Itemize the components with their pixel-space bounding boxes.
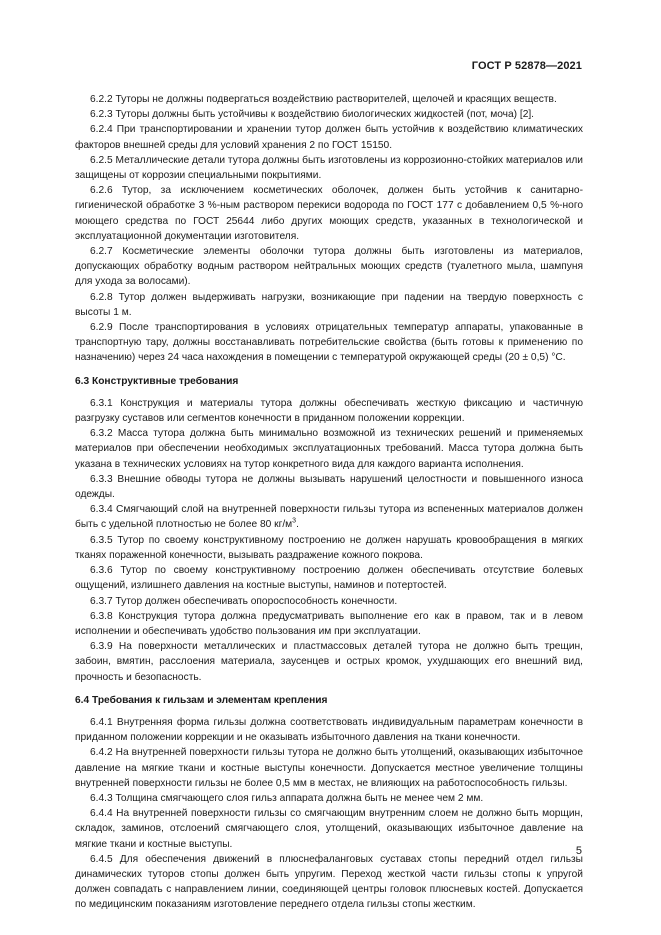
paragraph-6-4-3: 6.4.3 Толщина смягчающего слоя гильз аппарата должна быть не менее чем 2 мм. [90, 792, 484, 804]
paragraph-6-2-4: 6.2.4 При транспортировании и хранении тутор должен быть устойчив к воздействию климатических факторов внешней среды для условий хранения 2 по ГОСТ 15150. [75, 124, 583, 151]
paragraph-6-3-5: 6.3.5 Тутор по своему конструктивному построению не должен нарушать кровообращения в мягких тканях пораженной конечности, вызывать раздражение кожного покрова. [75, 534, 583, 561]
paragraph-6-3-1: 6.3.1 Конструкция и материалы тутора должны обеспечивать жесткую фиксацию и частичную разгрузку суставов или сегментов конечности в приданном положении коррекции. [75, 397, 583, 425]
paragraph-6-2-5: 6.2.5 Металлические детали тутора должны быть изготовлены из коррозионно-стойких материалов или защищены от коррозии специальными покрытиями. [75, 154, 583, 182]
paragraph-6-2-2: 6.2.2 Туторы не должны подвергаться воздействию растворителей, щелочей и красящих веществ. [90, 94, 557, 105]
paragraph-6-3-4 [75, 502, 583, 532]
paragraph-6-3-9: 6.3.9 На поверхности металлических и пластмассовых деталей тутора не должно быть трещин, забоин, вмятин, расслоения материала, заусенцев и острых кромок, ухудшающих его внешний вид, прочность и безопасность. [75, 641, 583, 683]
paragraph-6-2-6: 6.2.6 Тутор, за исключением косметических оболочек, должен быть устойчив к санитарно-гигиенической обработке 3 %-ным раствором перекиси водорода по ГОСТ 177 с добавлением 0,5 %-ного моющего средства по ГОСТ 25644 либо других моющих средств, указанных в технологической и эксплуатационной документации изготовителя. [75, 185, 583, 242]
page-number: 5 [575, 845, 582, 857]
paragraph-6-3-4-text: 6.3.4 Смягчающий слой на внутренней поверхности гильзы тутора из вспененных материалов должен быть с удельной плотностью не более 80 кг/м [75, 504, 583, 531]
section-heading-6-3: 6.3 Конструктивные требования [75, 375, 239, 387]
paragraph-6-4-5: 6.4.5 Для обеспечения движений в плюснефаланговых суставах стопы передний отдел гильзы динамических туторов стопы должен быть упругим. Переход жесткой части гильзы стопы к упругой должен совпадать с направлением линии, соединяющей центры головок плюсневых костей. Допускается по медицинским показаниям изготовление переднего отдела гильзы стопы жестким. [75, 853, 583, 911]
paragraph-6-3-2: 6.3.2 Масса тутора должна быть минимально возможной из технических решений и применяемых материалов при обеспечении необходимых эксплуатационных требований. Масса тутора должна быть указана в технических условиях на тутор конкретного вида для каждого варианта исполнения. [75, 428, 583, 470]
paragraph-6-4-1: 6.4.1 Внутренняя форма гильзы должна соответствовать индивидуальным параметрам конечности в приданном положении коррекции и не оказывать избыточного давления на ткани конечности. [75, 716, 583, 744]
paragraph-6-3-4-end: . [296, 519, 299, 531]
paragraph-6-3-4-superscript: 3 [292, 518, 297, 526]
paragraph-6-3-7: 6.3.7 Тутор должен обеспечивать опороспособность конечности. [90, 595, 398, 607]
document-body [75, 92, 583, 913]
document-header: ГОСТ Р 52878—2021 [471, 60, 582, 72]
paragraph-6-4-2: 6.4.2 На внутренней поверхности гильзы тутора не должно быть утолщений, оказывающих избыточное давление на мягкие ткани и костные выступы конечности. Допускается местное увеличение толщины внутренней поверхности гильзы не более 0,5 мм в местах, не влияющих на работоспособность гильзы. [75, 747, 583, 789]
paragraph-6-3-8: 6.3.8 Конструкция тутора должна предусматривать выполнение его как в правом, так и в левом исполнении и обеспечивать удобство пользования им при эксплуатации. [75, 610, 583, 637]
paragraph-6-2-9: 6.2.9 После транспортирования в условиях отрицательных температур аппараты, упакованные в транспортную тару, должны восстанавливать потребительские свойства (быть готовы к применению по назначению) через 24 часа нахождения в помещении с температурой окружающей среды (20 ± 0,5) °С. [75, 322, 583, 364]
paragraph-6-2-3: 6.2.3 Туторы должны быть устойчивы к воздействию биологических жидкостей (пот, моча) [2]. [90, 109, 535, 121]
paragraph-6-2-7: 6.2.7 Косметические элементы оболочки тутора должны быть изготовлены из материалов, допускающих обработку водным раствором нейтральных моющих средств (туалетного мыла, шампуня для ухода за волосами). [75, 246, 583, 288]
paragraph-6-4-4: 6.4.4 На внутренней поверхности гильзы со смягчающим внутренним слоем не должно быть морщин, складок, заминов, отслоений смягчающего слоя, утолщений, оказывающих избыточное давление на мягкие ткани и костные выступы. [75, 808, 583, 850]
paragraph-6-3-3: 6.3.3 Внешние обводы тутора не должны вызывать нарушений целостности и повышенного износа одежды. [75, 473, 583, 501]
paragraph-6-3-6: 6.3.6 Тутор по своему конструктивному построению должен обеспечивать отсутствие болевых ощущений, излишнего давления на костные выступы, наминов и потертостей. [75, 565, 583, 592]
paragraph-6-2-8: 6.2.8 Тутор должен выдерживать нагрузки, возникающие при падении на твердую поверхность с высоты 1 м. [75, 291, 583, 318]
section-heading-6-4: 6.4 Требования к гильзам и элементам крепления [75, 694, 328, 706]
